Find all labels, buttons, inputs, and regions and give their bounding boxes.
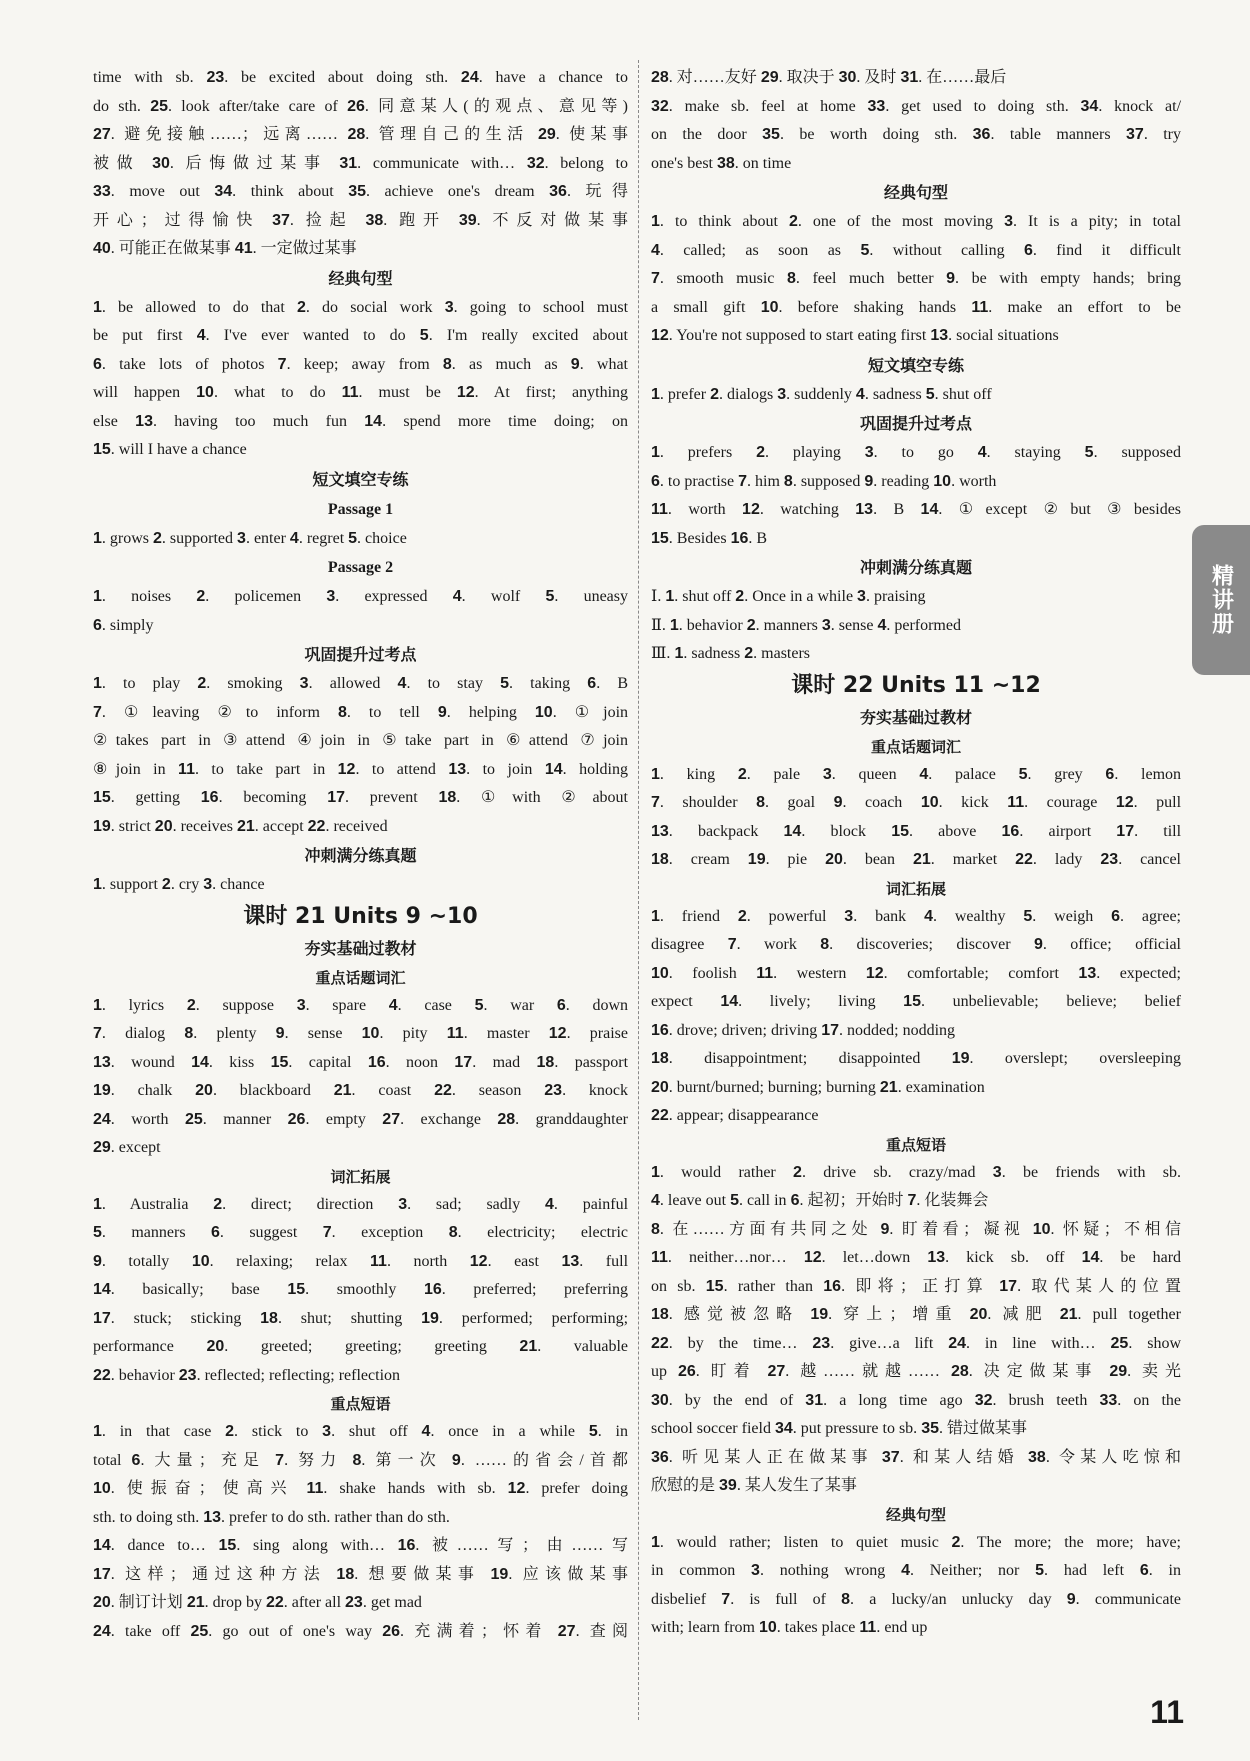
section-heading: 词汇拓展 [330,1167,391,1186]
answer-line: 4. leave out 5. call in 6. 起初；开始时 7. 化装舞会 [651,1192,989,1209]
answer-line: 36. 听见某人正在做某事 37. 和某人结婚 38. 令某人吃惊和 [651,1448,1181,1466]
answer-line: 18. disappointment; disappointed 19. overslept; oversleeping [651,1050,1181,1067]
section-heading: 巩固提升过考点 [859,414,972,433]
section-heading: 重点话题词汇 [315,968,406,987]
answer-line: 5. manners 6. suggest 7. exception 8. electricity; electric [93,1224,628,1241]
answer-line: school soccer field 34. put pressure to sb. 35. 错过做某事 [651,1420,1027,1437]
answer-line: 7. ①leaving ②to inform 8. to tell 9. helping 10. ①join [93,703,628,721]
answer-line: Ⅲ. 1. sadness 2. masters [651,645,811,662]
answer-line: 28. 对……友好 29. 取决于 30. 及时 31. 在……最后 [651,69,1007,86]
answer-line: 20. 制订计划 21. drop by 22. after all 23. get mad [93,1594,422,1611]
answer-line: 1. be allowed to do that 2. do social work 3. going to school must [93,298,628,316]
answer-line: 19. strict 20. receives 21. accept 22. received [93,817,388,835]
answer-line: 15. Besides 16. B [651,529,768,547]
answer-line: 1. to think about 2. one of the most moving 3. It is a pity; in total [651,213,1181,230]
answer-line: 1. would rather; listen to quiet music 2. The more; the more; have; [651,1533,1181,1551]
answer-line: do sth. 25. look after/take care of 26. 同意某人(的观点、意见等) [93,97,628,115]
answer-line: in common 3. nothing wrong 4. Neither; nor 5. had left 6. in [651,1562,1181,1579]
answer-line: 15. getting 16. becoming 17. prevent 18. ①with ②about [93,789,628,806]
answer-line: 18. cream 19. pie 20. bean 21. market 22. lady 23. cancel [651,851,1181,868]
section-heading: 经典句型 [883,183,948,202]
section-heading: 短文填空专练 [867,355,964,375]
answer-line: 11. neither…nor… 12. let…down 13. kick sb. off 14. be hard [651,1249,1181,1266]
answer-line: 29. except [93,1139,161,1156]
answer-line: 开心；过得愉快 37. 捡起 38. 跑开 39. 不反对做某事 [93,211,628,229]
answer-line: 19. chalk 20. blackboard 21. coast 22. season 23. knock [93,1082,628,1099]
answer-line: one's best 38. on time [651,154,792,172]
answer-line: 10. 使振奋；使高兴 11. shake hands with sb. 12. prefer doing [93,1480,628,1497]
column-divider [638,60,639,1720]
answer-line: 22. by the time… 23. give…a lift 24. in line with… 25. show [651,1334,1181,1352]
answer-line: 1. king 2. pale 3. queen 4. palace 5. grey 6. lemon [651,765,1181,783]
answer-line: 24. worth 25. manner 26. empty 27. exchange 28. granddaughter [93,1110,628,1128]
section-heading: 巩固提升过考点 [304,645,417,664]
section-heading: 经典句型 [328,268,393,288]
answer-line: 1. friend 2. powerful 3. bank 4. wealthy 5. weigh 6. agree; [651,907,1181,925]
section-heading: 重点短语 [330,1395,391,1413]
answer-line: 32. make sb. feel at home 33. get used to doing sth. 34. knock at/ [651,97,1181,115]
section-heading: 重点话题词汇 [870,737,961,756]
answer-line: 20. burnt/burned; burning; burning 21. examination [651,1078,985,1096]
right-column [651,64,1181,1643]
section-heading: 夯实基础过教材 [859,707,972,727]
side-tab: 精讲册 [1192,525,1250,675]
answer-line: ⑧join in 11. to take part in 12. to attend 13. to join 14. holding [93,760,628,778]
answer-line: ②takes part in ③attend ④join in ⑤take part in ⑥attend ⑦join [93,732,628,749]
answer-line: Ⅱ. 1. behavior 2. manners 3. sense 4. performed [651,616,961,634]
section-heading: 短文填空专练 [312,469,409,489]
answer-line: disbelief 7. is full of 8. a lucky/an unlucky day 9. communicate [651,1590,1181,1608]
answer-line: 1. would rather 2. drive sb. crazy/mad 3. be friends with sb. [651,1163,1181,1181]
answer-line: 6. take lots of photos 7. keep; away from 8. as much as 9. what [93,355,628,373]
answer-line: time with sb. 23. be excited about doing sth. 24. have a chance to [93,69,628,86]
answer-line: on sb. 15. rather than 16. 即将；正打算 17. 取代某人的位置 [651,1277,1181,1295]
answer-line: total 6. 大量；充足 7. 努力 8. 第一次 9. ……的省会/首都 [93,1451,628,1469]
answer-line: expect 14. lively; living 15. unbelievable; believe; belief [651,993,1181,1010]
section-heading: 冲刺满分练真题 [304,846,417,865]
answer-line: 1. grows 2. supported 3. enter 4. regret 5. choice [93,529,407,547]
answer-line: 13. backpack 14. block 15. above 16. airport 17. till [651,822,1181,840]
answer-line: 14. dance to… 15. sing along with… 16. 被……写；由……写 [93,1537,628,1554]
page-number: 11 [1150,1694,1184,1730]
answer-line: 9. totally 10. relaxing; relax 11. north 12. east 13. full [93,1252,628,1270]
answer-line: 7. dialog 8. plenty 9. sense 10. pity 11. master 12. praise [93,1025,628,1042]
answer-line: 4. called; as soon as 5. without calling 6. find it difficult [651,241,1181,259]
answer-line: with; learn from 10. takes place 11. end up [651,1619,928,1636]
answer-line: 17. 这样；通过这种方法 18. 想要做某事 19. 应该做某事 [93,1565,628,1583]
answer-line: 17. stuck; sticking 18. shut; shutting 19. performed; performing; [93,1309,628,1327]
answer-line: 15. will I have a chance [93,441,247,458]
section-heading: 夯实基础过教材 [304,938,417,958]
section-heading: 经典句型 [885,1505,946,1524]
answer-line: up 26. 盯着 27. 越……就越…… 28. 决定做某事 29. 卖光 [651,1363,1181,1380]
answer-line: 27. 避免接触……；远离…… 28. 管理自己的生活 29. 使某事 [93,126,628,143]
left-column [93,64,628,1646]
section-heading: 重点短语 [885,1135,946,1154]
answer-line: 18. 感觉被忽略 19. 穿上；增重 20. 减肥 21. pull together [651,1306,1181,1323]
answer-line: 被做 30. 后悔做过某事 31. communicate with… 32. belong to [93,154,628,172]
answer-line: 1. prefers 2. playing 3. to go 4. staying 5. supposed [651,444,1181,461]
answer-line: be put first 4. I've ever wanted to do 5. I'm really excited about [93,327,628,344]
answer-line: 22. appear; disappearance [651,1107,819,1124]
answer-line: 8. 在……方面有共同之处 9. 盯着看；凝视 10. 怀疑；不相信 [651,1220,1181,1238]
answer-line: 13. wound 14. kiss 15. capital 16. noon 17. mad 18. passport [93,1053,628,1071]
answer-line: 10. foolish 11. western 12. comfortable; comfort 13. expected; [651,964,1181,982]
section-heading: 词汇拓展 [885,879,946,898]
answer-line: 22. behavior 23. reflected; reflecting; reflection [93,1366,401,1384]
answer-line: Ⅰ. 1. shut off 2. Once in a while 3. praising [651,588,926,605]
answer-line: 7. smooth music 8. feel much better 9. be with empty hands; bring [651,270,1181,287]
answer-line: 1. lyrics 2. suppose 3. spare 4. case 5. war 6. down [93,996,628,1014]
answer-line: 33. move out 34. think about 35. achieve one's dream 36. 玩得 [93,183,628,200]
answer-line: 30. by the end of 31. a long time ago 32. brush teeth 33. on the [651,1391,1181,1409]
answer-line: 1. prefer 2. dialogs 3. suddenly 4. sadness 5. shut off [651,385,992,403]
answer-line: will happen 10. what to do 11. must be 12. At first; anything [93,384,628,401]
answer-line: 24. take off 25. go out of one's way 26. 充满着；怀着 27. 查阅 [93,1622,628,1640]
answer-line: a small gift 10. before shaking hands 11. make an effort to be [651,298,1181,316]
answer-line: 欣慰的是 39. 某人发生了某事 [651,1477,857,1494]
answer-line: sth. to doing sth. 13. prefer to do sth. rather than do sth. [93,1508,450,1526]
answer-line: 6. to practise 7. him 8. supposed 9. reading 10. worth [651,472,997,490]
answer-line: 14. basically; base 15. smoothly 16. preferred; preferring [93,1281,628,1298]
answer-line: disagree 7. work 8. discoveries; discover 9. office; official [651,936,1181,953]
answer-line: on the door 35. be worth doing sth. 36. table manners 37. try [651,126,1181,143]
lesson-title: 课时 21 Units 9 ~10 [243,903,478,929]
answer-line: 1. Australia 2. direct; direction 3. sad; sadly 4. painful [93,1195,628,1213]
section-heading: 冲刺满分练真题 [859,558,972,577]
answer-line: 11. worth 12. watching 13. B 14. ①except ②but ③besides [651,501,1181,518]
answer-line: 1. noises 2. policemen 3. expressed 4. wolf 5. uneasy [93,588,628,605]
answer-line: 40. 可能正在做某事 41. 一定做过某事 [93,240,357,257]
answer-line: 12. You're not supposed to start eating first 13. social situations [651,327,1059,344]
answer-line: 1. in that case 2. stick to 3. shut off 4. once in a while 5. in [93,1423,628,1440]
answer-line: 1. support 2. cry 3. chance [93,876,265,893]
section-heading: Passage 2 [327,559,394,576]
answer-line: 7. shoulder 8. goal 9. coach 10. kick 11. courage 12. pull [651,794,1181,811]
answer-line: else 13. having too much fun 14. spend more time doing; on [93,412,628,430]
answer-line: performance 20. greeted; greeting; greeting 21. valuable [93,1338,628,1355]
section-heading: Passage 1 [327,500,394,518]
answer-line: 1. to play 2. smoking 3. allowed 4. to stay 5. taking 6. B [93,675,628,692]
answer-line: 16. drove; driven; driving 17. nodded; nodding [651,1021,956,1039]
lesson-title: 课时 22 Units 11 ~12 [791,672,1041,698]
answer-line: 6. simply [93,616,154,634]
